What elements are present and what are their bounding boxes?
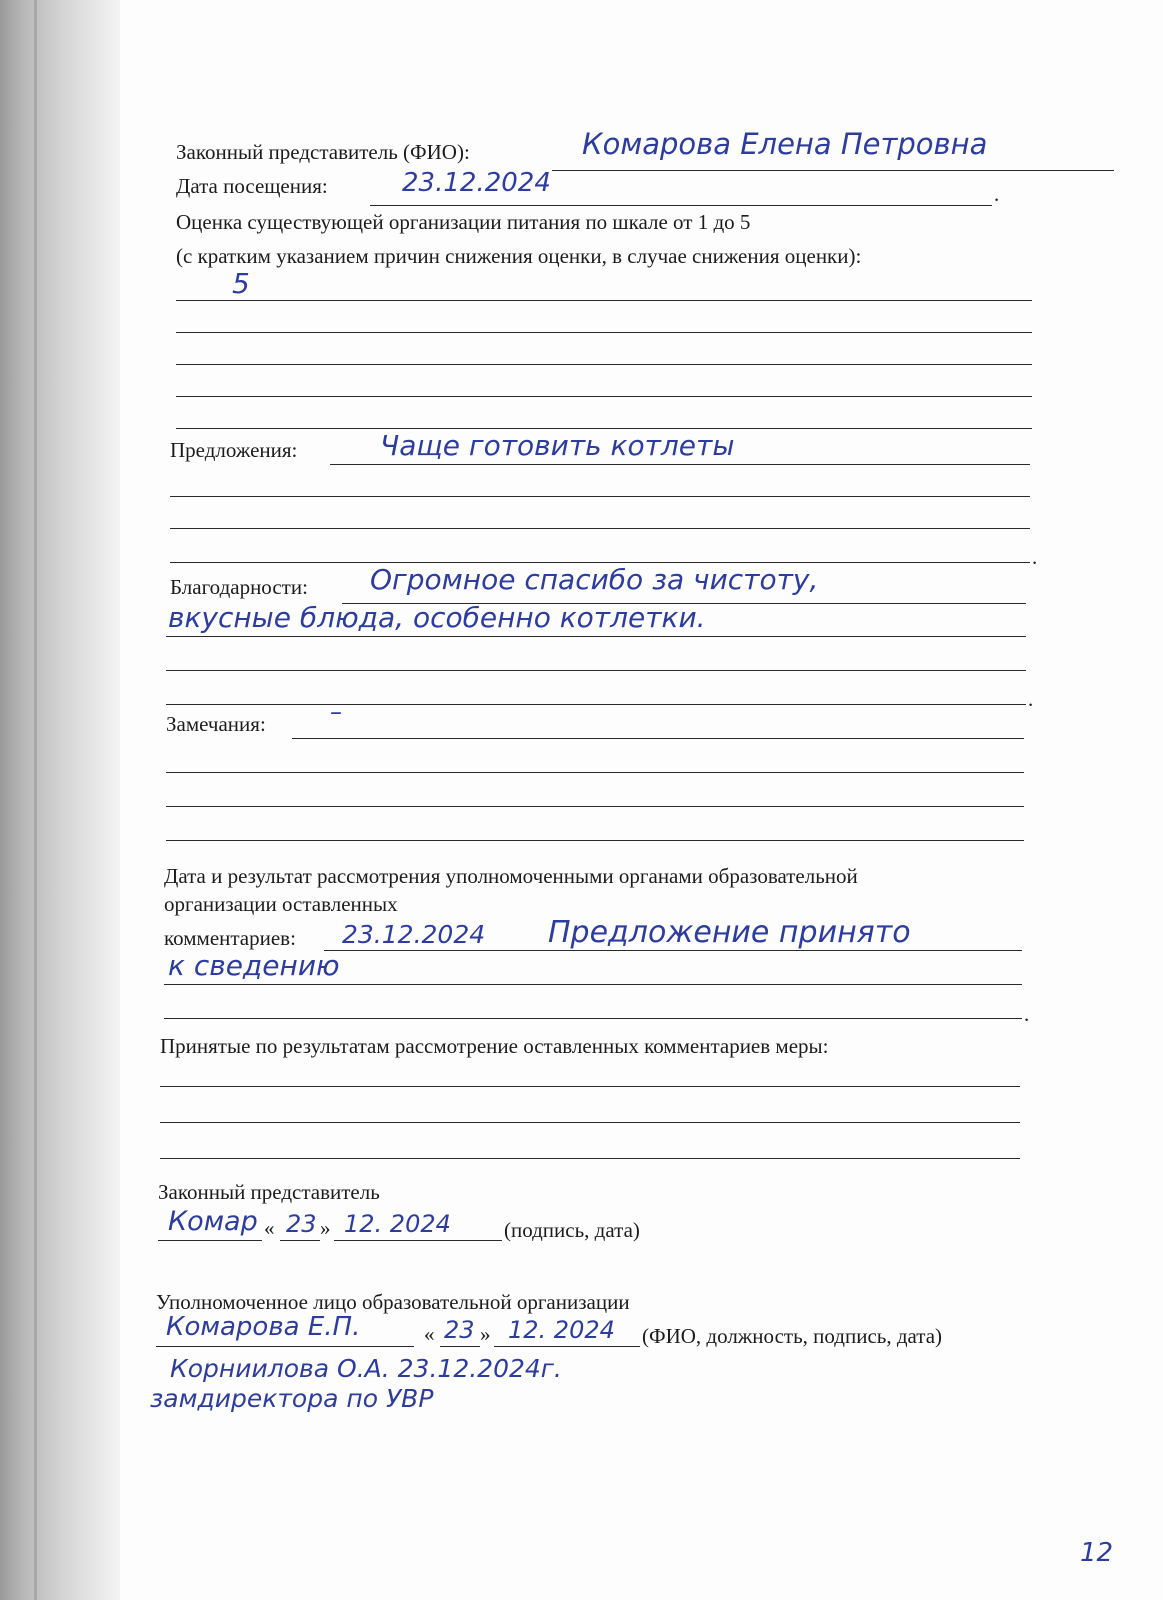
representative-label: Законный представитель (ФИО): <box>176 140 470 164</box>
remarks-value: – <box>330 698 342 726</box>
visit-date-label: Дата посещения: <box>176 174 328 198</box>
review-result-2: к сведению <box>168 949 340 982</box>
remarks-line <box>166 840 1024 841</box>
review-label-2: организации оставленных <box>164 892 398 916</box>
auth-month-year: 12. 2024 <box>508 1316 615 1344</box>
review-line <box>324 950 1022 951</box>
suggestion-text: Чаще готовить котлеты <box>380 429 735 462</box>
visit-date-value: 23.12.2024 <box>402 168 551 198</box>
thanks-line <box>166 670 1026 671</box>
review-label-3: комментариев: <box>164 926 296 950</box>
auth-day: 23 <box>444 1316 475 1344</box>
review-line <box>164 984 1022 985</box>
measures-line <box>160 1158 1020 1159</box>
rating-title: Оценка существующей организации питания по шкале от 1 до 5 <box>176 210 751 234</box>
auth-day-line <box>440 1346 480 1347</box>
rating-line <box>176 300 1032 301</box>
rep-signature-line <box>158 1240 262 1241</box>
binding-shadow <box>0 0 120 1600</box>
representative-name: Комарова Елена Петровна <box>582 127 988 161</box>
measures-line <box>160 1086 1020 1087</box>
visit-date-line <box>370 205 992 206</box>
rep-day-line <box>280 1240 320 1241</box>
remarks-label: Замечания: <box>166 712 266 736</box>
representative-line <box>552 170 1114 171</box>
measures-label: Принятые по результатам рассмотрение оставленных комментариев меры: <box>160 1034 829 1058</box>
auth-date-line <box>494 1346 640 1347</box>
auth-quote-close: » <box>480 1322 491 1346</box>
quote-open: « <box>264 1216 275 1240</box>
rating-line <box>176 332 1032 333</box>
review-line <box>164 1018 1022 1019</box>
remarks-line <box>166 772 1024 773</box>
rating-note: (с кратким указанием причин снижения оценки, в случае снижения оценки): <box>176 244 862 268</box>
authorized-caption: (ФИО, должность, подпись, дата) <box>642 1324 943 1348</box>
thanks-text-1: Огромное спасибо за чистоту, <box>370 563 819 596</box>
review-date: 23.12.2024 <box>342 920 486 949</box>
review-result-1: Предложение принято <box>548 915 911 950</box>
rep-sig-caption: (подпись, дата) <box>504 1218 640 1242</box>
auth-extra-1: Корниилова О.А. 23.12.2024г. <box>170 1354 562 1383</box>
visit-date-period: . <box>994 182 1000 206</box>
measures-line <box>160 1122 1020 1123</box>
rep-date-line <box>334 1240 502 1241</box>
auth-name-line <box>156 1346 414 1347</box>
review-label-1: Дата и результат рассмотрения уполномоченными органами образовательной <box>164 864 858 888</box>
suggestions-label: Предложения: <box>170 438 298 462</box>
suggestions-line <box>330 464 1030 465</box>
rep-day: 23 <box>286 1210 317 1238</box>
rating-line <box>176 364 1032 365</box>
thanks-period: . <box>1028 687 1034 711</box>
auth-name: Комарова Е.П. <box>166 1312 361 1342</box>
rep-signature: Комар <box>168 1206 258 1237</box>
suggestions-line <box>170 496 1030 497</box>
rating-value: 5 <box>232 267 250 300</box>
quote-close: » <box>320 1216 331 1240</box>
authorized-title: Уполномоченное лицо образовательной организации <box>156 1290 630 1314</box>
review-period: . <box>1024 1002 1030 1026</box>
thanks-line <box>166 704 1026 705</box>
legal-rep-title: Законный представитель <box>158 1180 380 1204</box>
rep-month-year: 12. 2024 <box>344 1210 451 1238</box>
form-page <box>120 0 1163 1600</box>
remarks-line <box>166 806 1024 807</box>
thanks-label: Благодарности: <box>170 575 308 599</box>
auth-quote-open: « <box>424 1322 435 1346</box>
remarks-line <box>292 738 1024 739</box>
rating-line <box>176 396 1032 397</box>
thanks-text-2: вкусные блюда, особенно котлетки. <box>168 601 706 634</box>
suggestions-period: . <box>1032 545 1038 569</box>
auth-extra-2: замдиректора по УВР <box>150 1384 434 1413</box>
page-number: 12 <box>1080 1538 1114 1568</box>
suggestions-line <box>170 528 1030 529</box>
thanks-line <box>166 636 1026 637</box>
